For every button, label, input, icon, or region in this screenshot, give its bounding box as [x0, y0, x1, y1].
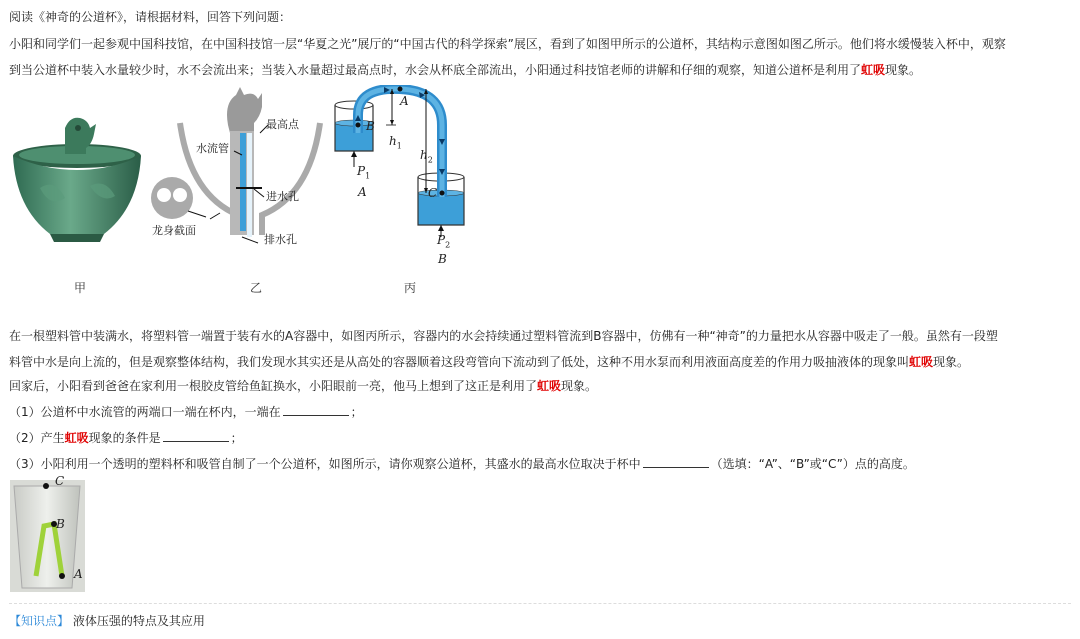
keyword-siphon: 虹吸: [64, 431, 89, 445]
label-p2: $P_2$: [437, 233, 451, 250]
keyword-siphon: 虹吸: [909, 355, 934, 369]
sub-question-2: （2）产生虹吸现象的条件是 ；: [9, 425, 1071, 451]
keyword-siphon: 虹吸: [537, 379, 562, 393]
label-water-inlet: 进水孔: [266, 190, 299, 203]
label-h2: $h_2$: [420, 148, 433, 165]
label-drain-hole: 排水孔: [264, 233, 297, 246]
label-cup-c: C: [55, 474, 65, 488]
figure-jia: [10, 108, 145, 248]
celadon-cup-photo: [10, 108, 145, 248]
label-water-pipe: 水流管: [196, 142, 229, 155]
question-title: 阅读《神奇的公道杯》，请根据材料，回答下列问题：: [9, 10, 292, 24]
paragraph-2-line-1: 在一根塑料管中装满水，将塑料管一端置于装有水的A容器中，如图丙所示，容器内的水会持续通过塑料管流到B容器中，仿佛有一种“神奇”的力量把水从容器中吸走了一般。虽然有一段塑: [9, 329, 998, 343]
label-cup-b: B: [56, 517, 65, 531]
paragraph-1-line-2: 到当公道杯中装入水量较少时，水不会流出来；当装入水量超过最高点时，水会从杯底全部流出，小阳通过科技馆老师的讲解和仔细的观察，知道公道杯是利用了虹吸现象。: [9, 63, 922, 77]
label-dragon-section: 龙身截面: [152, 224, 196, 237]
caption-jia: 甲: [74, 281, 87, 295]
label-container-b: B: [438, 252, 447, 266]
knowledge-tag[interactable]: 【知识点】: [9, 614, 70, 628]
knowledge-point: [9, 608, 1071, 634]
paragraph-1-line-1: 小阳和同学们一起参观中国科技馆，在中国科技馆一层“华夏之光”展厅的“中国古代的科学探索”展区，看到了如图甲所示的公道杯，其结构示意图如图乙所示。他们将水缓慢装入杯中，观察: [9, 37, 1006, 51]
label-highest-point: 最高点: [266, 118, 299, 131]
label-point-c: C: [428, 186, 438, 200]
paragraph-3: 回家后，小阳看到爸爸在家利用一根胶皮管给鱼缸换水，小阳眼前一亮，他马上想到了这正是利用了虹吸现象。: [9, 379, 598, 393]
answer-blank-2[interactable]: [163, 428, 229, 442]
paragraph-2-line-2: 料管中水是向上流的，但是观察整体结构，我们发现水其实还是从高处的容器顺着这段弯管向下流动到了低处，这种不用水泵而利用液面高度差的作用力吸抽液体的现象叫虹吸现象。: [9, 355, 970, 369]
answer-blank-1[interactable]: [283, 402, 349, 416]
keyword-siphon: 虹吸: [861, 63, 886, 77]
label-point-a: A: [400, 94, 409, 108]
caption-yi: 乙: [250, 281, 263, 295]
label-cup-a: A: [74, 567, 83, 581]
label-p1: $P_1$: [357, 164, 371, 181]
divider: [9, 603, 1071, 604]
sub-question-3: （3）小阳利用一个透明的塑料杯和吸管自制了一个公道杯，如图所示，请你观察公道杯，其盛水的最高水位取决于杯中 （选填：“A”、“B”或“C”）点的高度。: [9, 451, 1071, 477]
label-point-b: B: [366, 119, 375, 133]
knowledge-text: 液体压强的特点及其应用: [72, 614, 205, 628]
sub-question-1: （1）公道杯中水流管的两端口一端在杯内，一端在 ；: [9, 399, 1071, 425]
answer-blank-3[interactable]: [643, 454, 709, 468]
label-container-a: A: [358, 185, 367, 199]
caption-bing: 丙: [404, 281, 417, 295]
label-h1: $h_1$: [389, 134, 402, 151]
